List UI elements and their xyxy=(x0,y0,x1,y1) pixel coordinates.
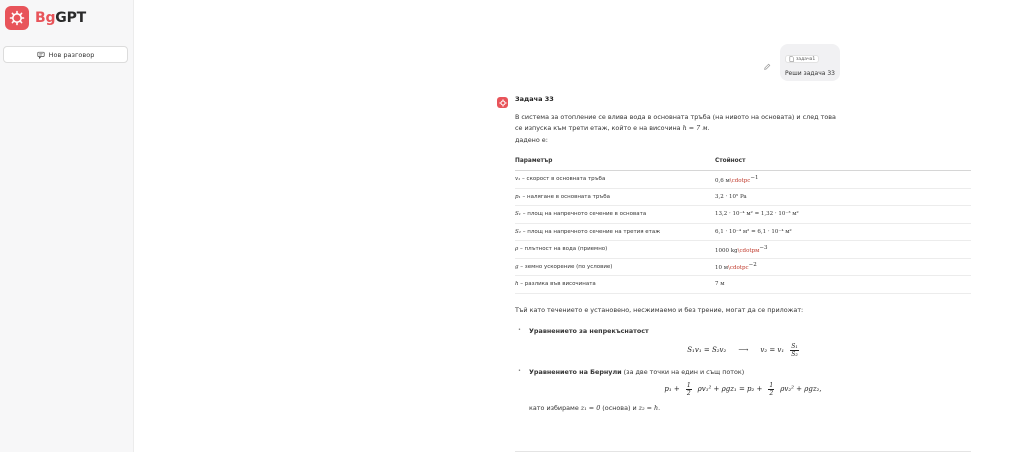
table-row xyxy=(515,206,971,224)
parameter-cell xyxy=(515,171,715,189)
bernoulli-part2: ρv₁² + ρgz₁ = p₂ + xyxy=(697,385,763,393)
continuity-lhs: S₁v₁ = S₂v₂ xyxy=(687,346,727,354)
value-unit-raw: \cdotpс xyxy=(729,177,751,184)
intro-paragraph xyxy=(515,112,971,146)
logo-icon xyxy=(5,6,29,30)
brand-prefix: Bg xyxy=(35,10,56,26)
parameter-cell xyxy=(515,223,715,241)
height-math: h = 7 м xyxy=(682,124,708,132)
bernoulli-label: Уравнението на Бернули xyxy=(529,367,622,376)
since-text: Тъй като течението е установено, несжимаемо и без трение, могат да се приложат: xyxy=(515,305,804,314)
parameter-cell xyxy=(515,241,715,259)
bernoulli-part1: p₁ + xyxy=(664,385,680,393)
new-chat-label: Нов разговор xyxy=(48,50,95,59)
parameter-description: – разлика във височината xyxy=(518,281,596,288)
half-denominator-2: 2 xyxy=(769,389,774,397)
table-body xyxy=(515,171,971,294)
note-math-1: z₁ = 0 xyxy=(580,403,601,412)
parameter-symbol: ρ xyxy=(515,246,519,253)
note-c: . xyxy=(658,403,661,412)
given-label: дадено е: xyxy=(515,136,548,144)
fraction-denominator: S₂ xyxy=(791,350,798,358)
continuity-formula xyxy=(515,343,971,358)
continuity-label: Уравнението за непрекъснатост xyxy=(529,326,649,335)
parameter-description: – земно ускорение (по условие) xyxy=(518,263,613,270)
note-math-2: z₂ = h xyxy=(638,403,659,412)
header-value: Стойност xyxy=(715,158,971,171)
task-title: Задача 33 xyxy=(515,95,554,103)
continuity-bullet xyxy=(515,327,971,335)
parameter-cell xyxy=(515,206,715,224)
half-fraction-1 xyxy=(686,382,692,397)
new-chat-button[interactable] xyxy=(3,46,128,63)
attachment-label: задача1 xyxy=(795,56,816,62)
assistant-avatar-icon xyxy=(497,97,508,108)
table-row xyxy=(515,258,971,276)
attachment-chip[interactable] xyxy=(785,55,819,63)
parameter-cell xyxy=(515,276,715,294)
note-b: (основа) и xyxy=(600,403,639,412)
parameter-description: – площ на напречното сечение на третия етаж xyxy=(520,228,661,235)
sidebar xyxy=(0,0,134,452)
value-exponent: −3 xyxy=(759,244,768,251)
assistant-answer xyxy=(515,95,971,412)
bernoulli-label-rest: (за две точки на един и същ поток) xyxy=(621,367,745,376)
value-unit-raw: \cdotpс xyxy=(728,265,749,272)
half-fraction-2 xyxy=(768,382,774,397)
table-header-row xyxy=(515,158,971,171)
intro-line-1: В система за отопление се влива вода в основната тръба (на нивото на основата) и след това xyxy=(515,113,836,121)
header-parameter: Параметър xyxy=(515,158,715,171)
parameter-description: – налягане в основната тръба xyxy=(520,193,610,200)
value-cell xyxy=(715,258,971,276)
table-row xyxy=(515,171,971,189)
value-exponent: −1 xyxy=(750,174,759,181)
parameter-cell xyxy=(515,188,715,206)
table-row xyxy=(515,241,971,259)
parameter-value: 0,6 м xyxy=(715,177,730,184)
parameter-symbol: S₁ xyxy=(515,211,521,218)
table-row xyxy=(515,276,971,294)
half-denominator-1: 2 xyxy=(686,389,691,397)
parameter-symbol: g xyxy=(515,263,519,270)
value-cell xyxy=(715,241,971,259)
parameter-value: 7 м xyxy=(715,281,725,288)
parameter-value: 13,2 · 10⁻⁴ м² = 1,32 · 10⁻³ м² xyxy=(715,211,799,218)
bernoulli-part3: ρv₂² + ρgz₂, xyxy=(780,385,822,393)
half-numerator-2: 1 xyxy=(769,381,774,389)
parameter-value: 3,2 · 10⁵ Pa xyxy=(715,193,747,200)
parameter-description: – плътност на вода (приемно) xyxy=(518,246,608,253)
bernoulli-formula xyxy=(515,382,971,397)
arrow-symbol: ⟶ xyxy=(738,346,749,354)
file-icon xyxy=(789,56,794,62)
chat-icon xyxy=(37,51,45,59)
parameter-symbol: p₁ xyxy=(515,193,521,200)
parameter-description: – скорост в основната тръба xyxy=(520,176,606,183)
value-cell xyxy=(715,171,971,189)
bernoulli-bullet xyxy=(515,368,971,376)
parameter-value: 10 м xyxy=(715,265,729,272)
parameters-table xyxy=(515,158,971,294)
intro-line-2-end: . xyxy=(707,124,710,132)
user-message-bubble xyxy=(780,44,840,81)
parameter-description: – площ на напречното сечение в основата xyxy=(520,211,647,218)
user-message-row xyxy=(762,44,840,81)
edit-icon[interactable] xyxy=(762,62,772,72)
value-exponent: −2 xyxy=(748,262,757,269)
value-cell xyxy=(715,188,971,206)
brand-name xyxy=(35,10,86,26)
brand[interactable] xyxy=(5,6,86,30)
parameter-symbol: v₁ xyxy=(515,176,521,183)
chat-area xyxy=(135,0,1024,452)
user-message-text: Реши задача 33 xyxy=(784,70,835,77)
continuity-rhs: v₂ = v₁ xyxy=(760,346,785,354)
parameter-value: 1000 kg xyxy=(715,247,738,254)
note-a: като избираме xyxy=(529,403,581,412)
intro-line-2-text: се изпуска към трети етаж, който е на височина xyxy=(515,124,683,132)
value-unit-raw: \cdotpм xyxy=(737,247,760,254)
parameter-symbol: S₂ xyxy=(515,228,521,235)
brand-suffix: GPT xyxy=(55,10,86,26)
choose-note xyxy=(515,404,971,412)
value-cell xyxy=(715,276,971,294)
parameter-cell xyxy=(515,258,715,276)
table-row xyxy=(515,223,971,241)
fraction-numerator: S₁ xyxy=(791,342,798,350)
half-numerator-1: 1 xyxy=(686,381,691,389)
value-cell xyxy=(715,223,971,241)
table-row xyxy=(515,188,971,206)
parameter-symbol: h xyxy=(515,281,519,288)
parameter-value: 6,1 · 10⁻⁴ м² = 6,1 · 10⁻⁴ м² xyxy=(715,228,792,235)
intro-line-2 xyxy=(515,123,971,134)
continuity-fraction xyxy=(790,343,799,358)
value-cell xyxy=(715,206,971,224)
